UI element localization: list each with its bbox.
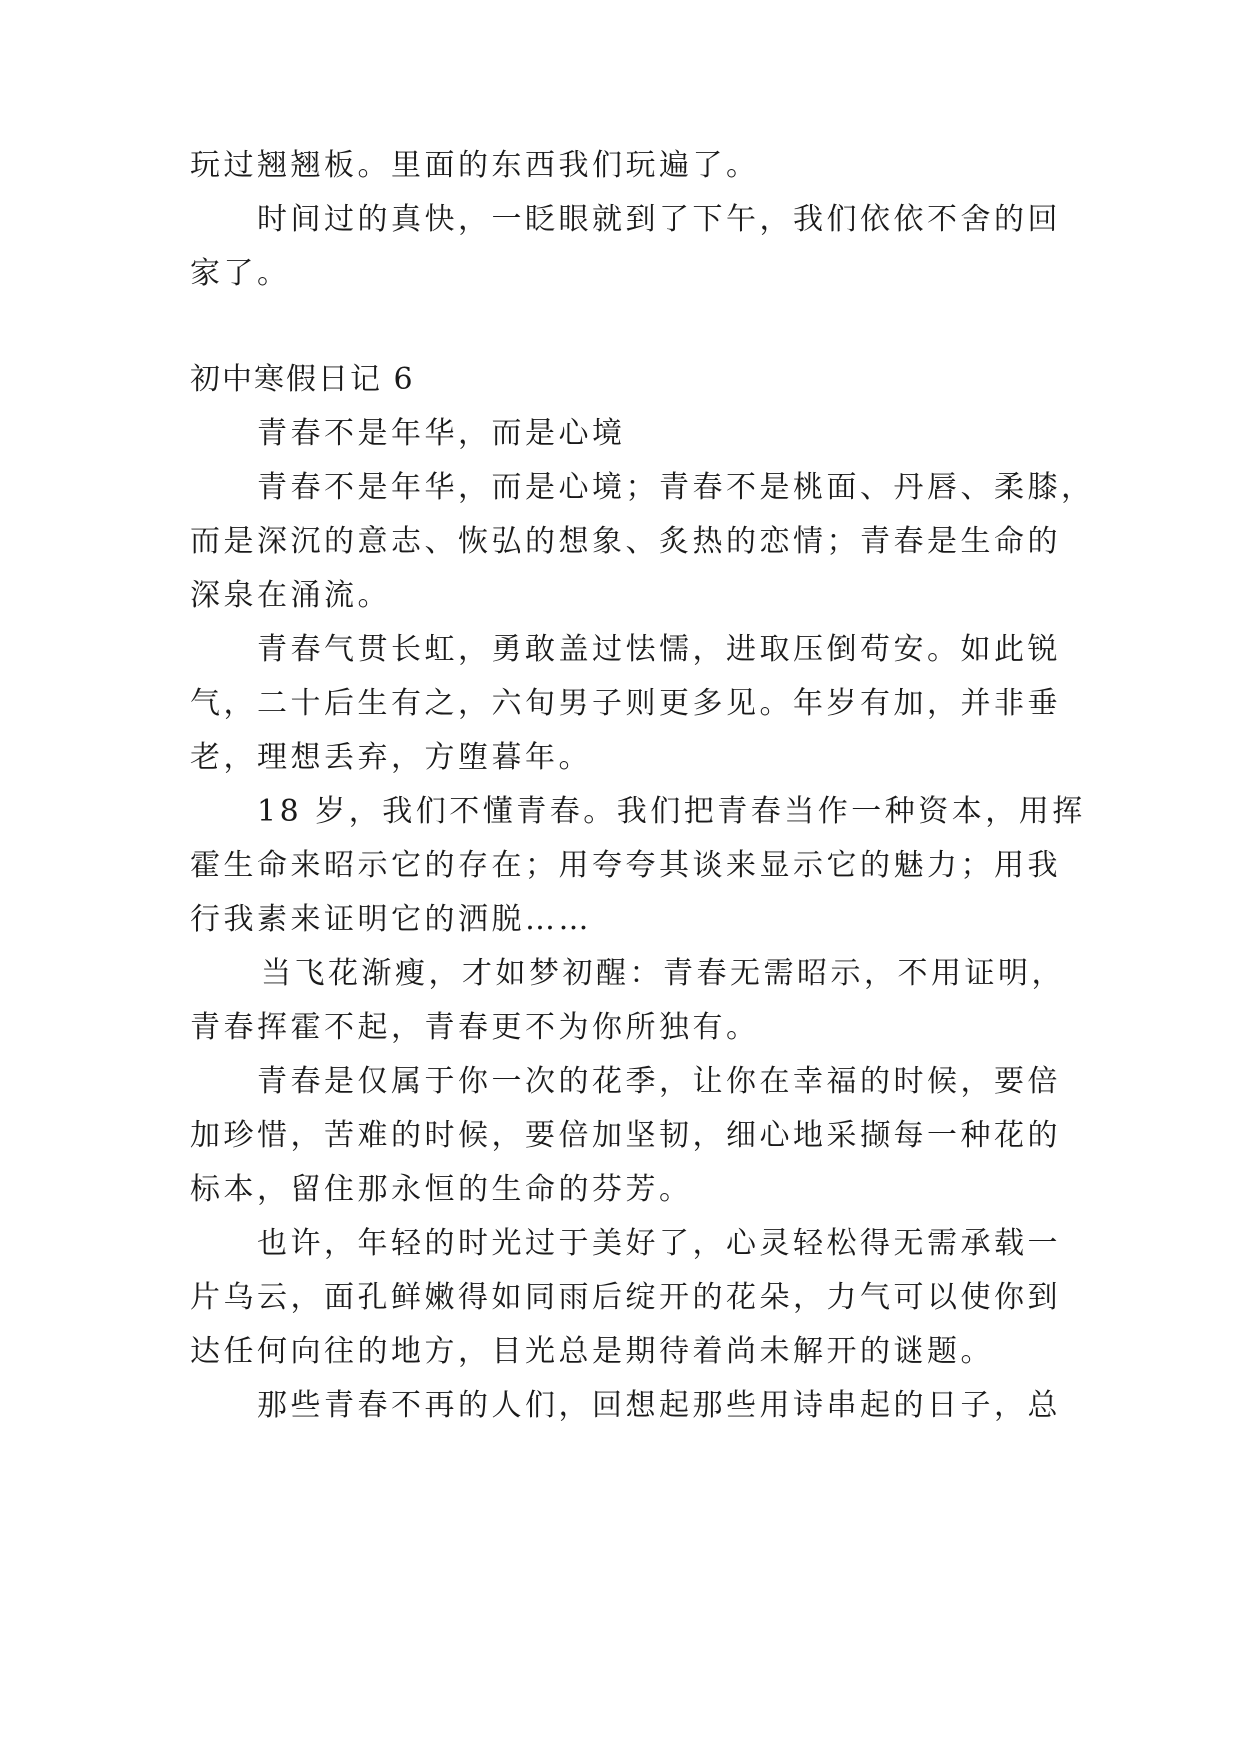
text-line: 青春挥霍不起，青春更不为你所独有。 (190, 1010, 760, 1045)
text-line: 也许，年轻的时光过于美好了，心灵轻松得无需承载一 (257, 1226, 1061, 1261)
text-line: 家了。 (190, 256, 291, 291)
text-line: 达任何向往的地方，目光总是期待着尚未解开的谜题。 (190, 1334, 994, 1369)
text-line: 时间过的真快，一眨眼就到了下午，我们依依不舍的回 (257, 202, 1061, 237)
text-line: 老，理想丢弃，方堕暮年。 (190, 740, 592, 775)
text-line: 标本，留住那永恒的生命的芬芳。 (190, 1172, 693, 1207)
text-line: 霍生命来昭示它的存在；用夸夸其谈来显示它的魅力；用我 (190, 848, 1061, 883)
text-line: 深泉在涌流。 (190, 578, 391, 613)
text-line: 那些青春不再的人们，回想起那些用诗串起的日子，总 (257, 1388, 1061, 1423)
text-line: 青春气贯长虹，勇敢盖过怯懦，进取压倒苟安。如此锐 (257, 632, 1061, 667)
text-line: 片乌云，面孔鲜嫩得如同雨后绽开的花朵，力气可以使你到 (190, 1280, 1061, 1315)
text-line: 气，二十后生有之，六旬男子则更多见。年岁有加，并非垂 (190, 686, 1061, 721)
text-line: 玩过翘翘板。里面的东西我们玩遍了。 (190, 148, 760, 183)
subtitle: 青春不是年华，而是心境 (257, 416, 626, 451)
text-line: 行我素来证明它的洒脱…… (190, 902, 592, 937)
text-line: 当飞花渐瘦，才如梦初醒：青春无需昭示，不用证明， (261, 956, 1065, 991)
text-line: 加珍惜，苦难的时候，要倍加坚韧，细心地采撷每一种花的 (190, 1118, 1061, 1153)
text-line: 青春不是年华，而是心境；青春不是桃面、丹唇、柔膝， (257, 470, 1095, 505)
text-line: 青春是仅属于你一次的花季，让你在幸福的时候，要倍 (257, 1064, 1061, 1099)
text-line: 而是深沉的意志、恢弘的想象、炙热的恋情；青春是生命的 (190, 524, 1061, 559)
text-line: 18 岁，我们不懂青春。我们把青春当作一种资本，用挥 (257, 794, 1086, 829)
section-title: 初中寒假日记 6 (190, 362, 415, 397)
